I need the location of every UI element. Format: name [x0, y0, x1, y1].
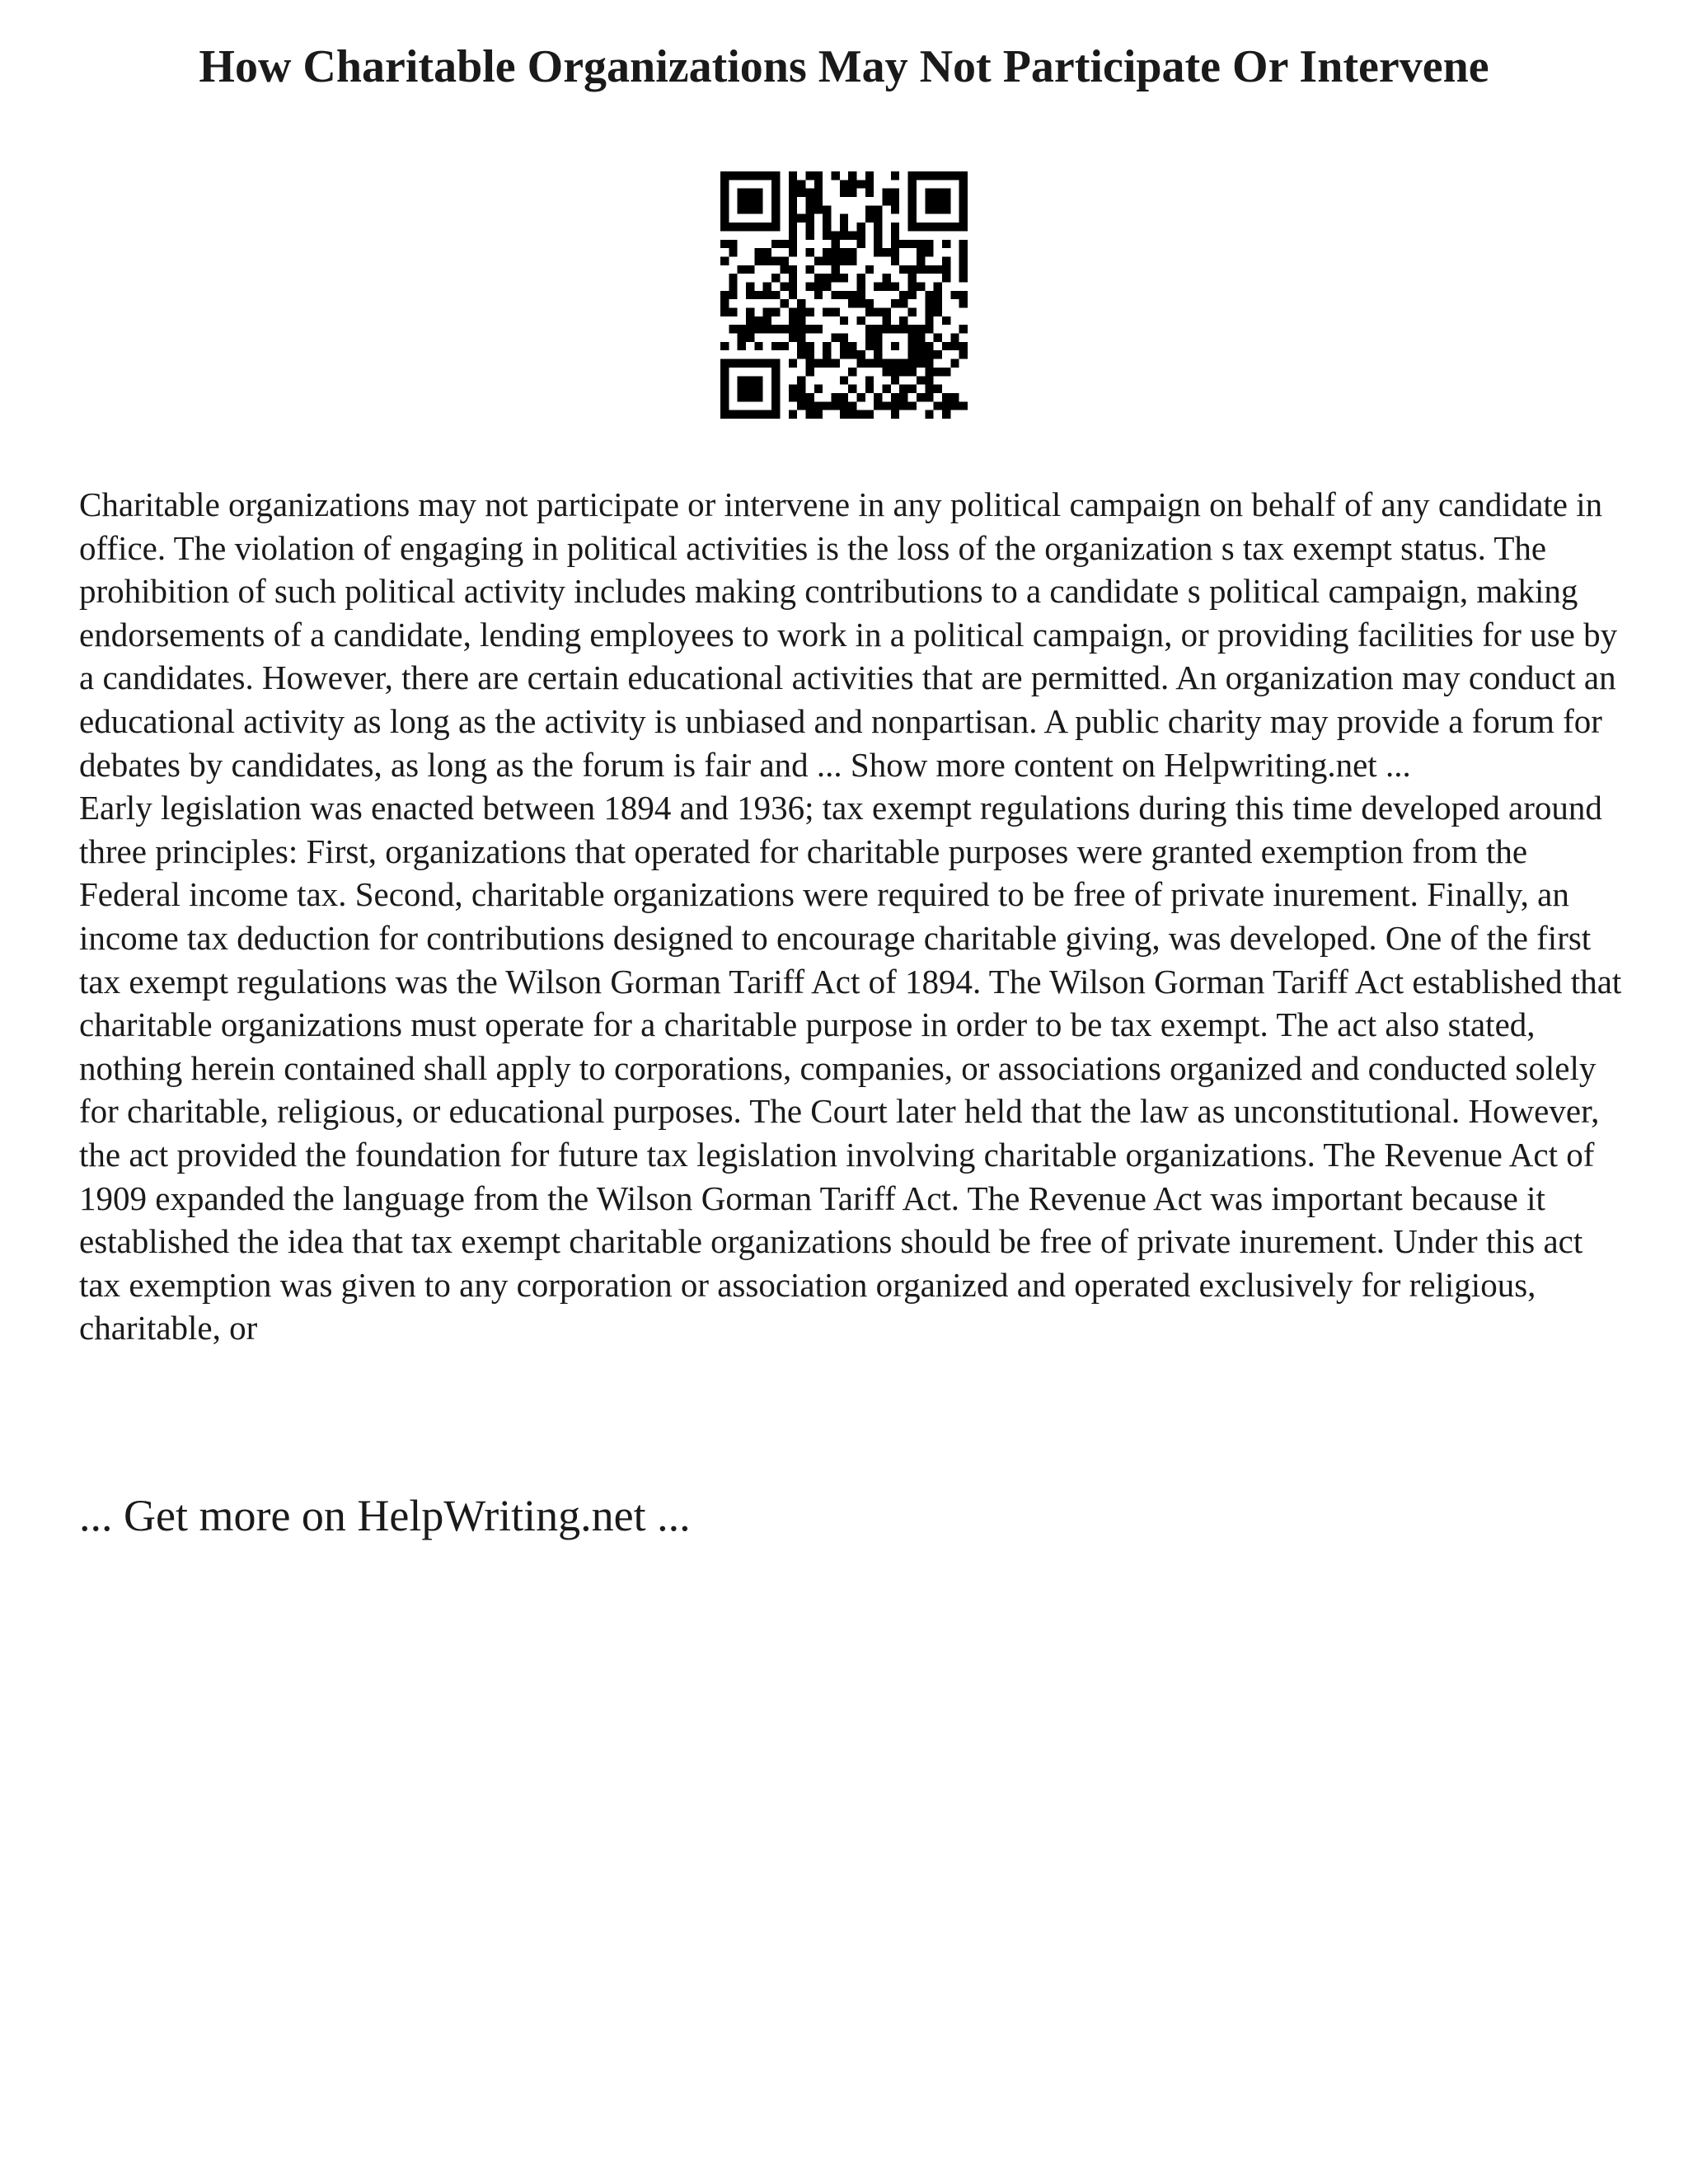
paragraph-1: Charitable organizations may not participate or intervene in any political campaign on behalf of any candidate in office. The violation of engaging in political activities is the loss of the organization s tax exempt status. The prohibition of such political activity includes making contributions to a candidate s political campaign, making endorsements of a candidate, lending employees to work in a political campaign, or providing facilities for use by a candidates. However, there are certain educational activities that are permitted. An organization may conduct an educational activity as long as the activity is unbiased and nonpartisan. A public charity may provide a forum for debates by candidates, as long as the forum is fair and ... Show more content on Helpwriting.net ...	[79, 485, 1618, 784]
document-title: How Charitable Organizations May Not Participate Or Intervene	[199, 41, 1489, 92]
article-body	[79, 483, 1629, 1350]
qr-code-icon[interactable]	[720, 171, 968, 419]
get-more-link[interactable]: ... Get more on HelpWriting.net ...	[79, 1491, 691, 1540]
paragraph-2: Early legislation was enacted between 1894 and 1936; tax exempt regulations during this time developed around three principles: First, organizations that operated for charitable purposes were granted exemption from the Federal income tax. Second, charitable organizations were required to be free of private inurement. Finally, an income tax deduction for contributions designed to encourage charitable giving, was developed. One of the first tax exempt regulations was the Wilson Gorman Tariff Act of 1894. The Wilson Gorman Tariff Act established that charitable organizations must operate for a charitable purpose in order to be tax exempt. The act also stated, nothing herein contained shall apply to corporations, companies, or associations organized and conducted solely for charitable, religious, or educational purposes. The Court later held that the law as unconstitutional. However, the act provided the foundation for future tax legislation involving charitable organizations. The Revenue Act of 1909 expanded the language from the Wilson Gorman Tariff Act. The Revenue Act was important because it established the idea that tax exempt charitable organizations should be free of private inurement. Under this act tax exemption was given to any corporation or association organized and operated exclusively for religious, charitable, or	[79, 789, 1622, 1347]
